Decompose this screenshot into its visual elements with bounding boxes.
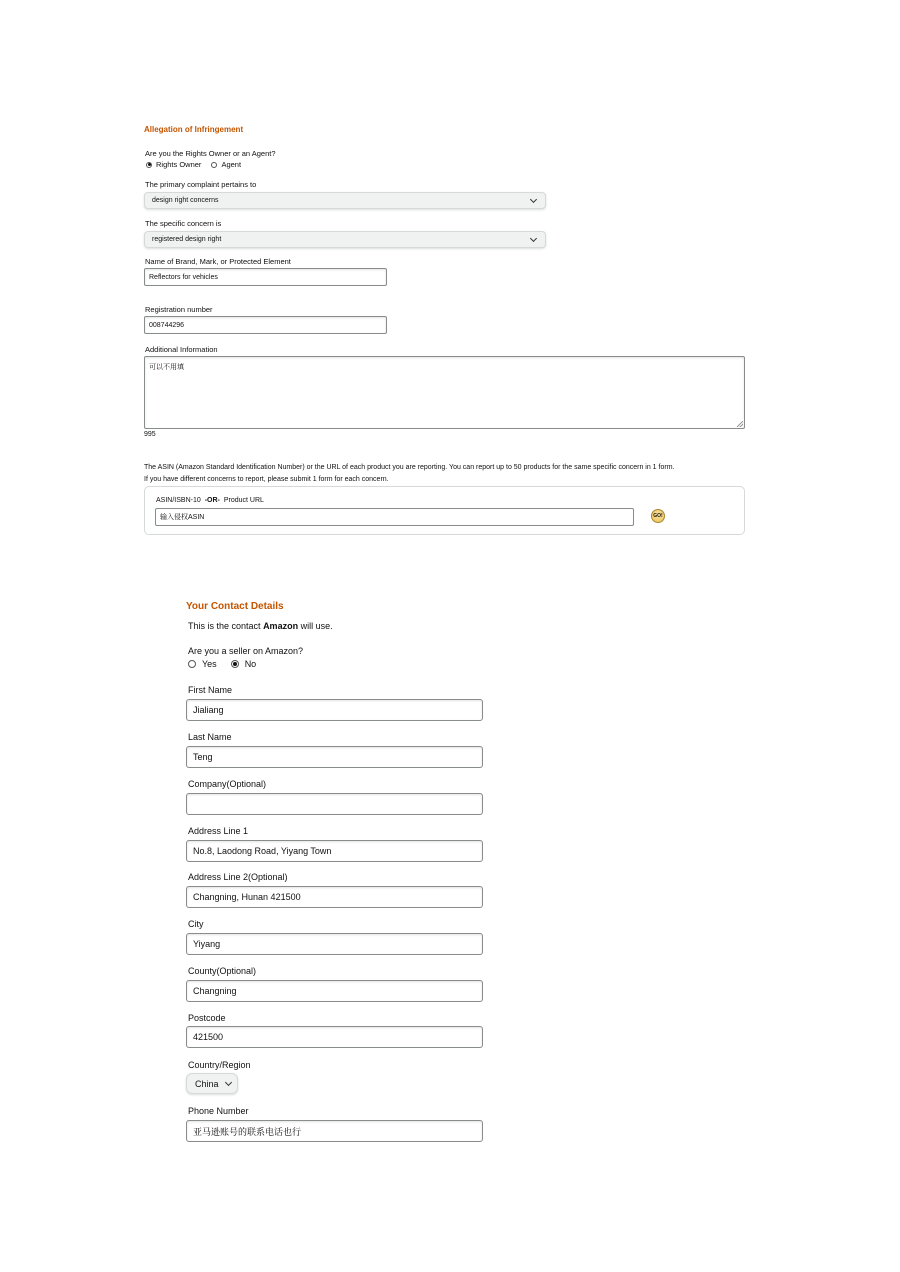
address-line1-label: Address Line 1 (188, 826, 249, 836)
owner-radio-group (146, 160, 241, 169)
contact-intro-suffix: will use. (300, 621, 333, 631)
first-name-input[interactable]: Jialiang (186, 699, 483, 721)
seller-no-radio[interactable] (231, 660, 239, 668)
postcode-label: Postcode (188, 1013, 226, 1023)
contact-intro (188, 621, 333, 631)
asin-description-line1: The ASIN (Amazon Standard Identification Number) or the URL of each product you are reporting. You can report up to 50 products for the same specific concern in 1 form. (144, 464, 675, 471)
brand-label: Name of Brand, Mark, or Protected Element (145, 257, 291, 266)
country-select[interactable] (186, 1073, 238, 1094)
agent-label[interactable]: Agent (221, 160, 242, 169)
contact-intro-bold: Amazon (263, 621, 299, 631)
contact-heading: Your Contact Details (186, 601, 284, 612)
registration-input[interactable]: 008744296 (144, 316, 387, 334)
specific-concern-value: registered design right (152, 236, 222, 243)
contact-intro-prefix: This is the contact (188, 621, 261, 631)
address-line2-label: Address Line 2(Optional) (188, 872, 288, 882)
country-value: China (195, 1078, 219, 1089)
seller-no-label[interactable]: No (244, 659, 257, 669)
additional-info-textarea[interactable] (144, 356, 745, 429)
phone-input[interactable]: 亚马逊账号的联系电话也行 (186, 1120, 483, 1142)
asin-label-or: -OR- (204, 497, 220, 504)
last-name-input[interactable]: Teng (186, 746, 483, 768)
city-label: City (188, 919, 204, 929)
last-name-label: Last Name (188, 732, 232, 742)
country-label: Country/Region (188, 1060, 251, 1070)
first-name-label: First Name (188, 685, 233, 695)
asin-input[interactable]: 输入侵权ASIN (155, 508, 634, 526)
additional-info-value: 可以不用填 (149, 364, 184, 371)
specific-concern-label: The specific concern is (145, 219, 222, 228)
registration-label: Registration number (145, 305, 213, 314)
seller-question-label: Are you a seller on Amazon? (188, 646, 304, 656)
primary-complaint-value: design right concerns (152, 197, 219, 204)
allegation-heading: Allegation of Infringement (144, 125, 244, 134)
asin-description-line2: If you have different concerns to report, please submit 1 form for each concern. (144, 476, 389, 483)
resize-handle-icon[interactable] (737, 421, 743, 427)
brand-input[interactable]: Reflectors for vehicles (144, 268, 387, 286)
company-label: Company(Optional) (188, 779, 267, 789)
company-input[interactable] (186, 793, 483, 815)
asin-description (144, 462, 754, 486)
additional-info-label: Additional Information (145, 345, 218, 354)
address-line1-input[interactable]: No.8, Laodong Road, Yiyang Town (186, 840, 483, 862)
primary-complaint-label: The primary complaint pertains to (145, 180, 257, 189)
asin-label-suffix: Product URL (223, 497, 264, 504)
chevron-down-icon (530, 195, 537, 202)
city-input[interactable]: Yiyang (186, 933, 483, 955)
primary-complaint-select[interactable] (144, 192, 546, 209)
chevron-down-icon (225, 1078, 232, 1085)
rights-owner-label[interactable]: Rights Owner (156, 160, 202, 169)
postcode-input[interactable]: 421500 (186, 1026, 483, 1048)
asin-label (156, 497, 264, 504)
owner-question-label: Are you the Rights Owner or an Agent? (145, 149, 276, 158)
address-line2-input[interactable]: Changning, Hunan 421500 (186, 886, 483, 908)
char-count: 995 (144, 431, 156, 438)
county-label: County(Optional) (188, 966, 257, 976)
asin-label-prefix: ASIN/ISBN-10 (156, 497, 201, 504)
seller-yes-radio[interactable] (188, 660, 196, 668)
phone-label: Phone Number (188, 1106, 249, 1116)
seller-yes-label[interactable]: Yes (202, 659, 217, 669)
chevron-down-icon (530, 234, 537, 241)
seller-radio-group (188, 659, 256, 669)
specific-concern-select[interactable] (144, 231, 546, 248)
agent-radio[interactable] (211, 162, 217, 168)
rights-owner-radio[interactable] (146, 162, 152, 168)
county-input[interactable]: Changning (186, 980, 483, 1002)
go-button[interactable]: GO! (651, 509, 665, 523)
